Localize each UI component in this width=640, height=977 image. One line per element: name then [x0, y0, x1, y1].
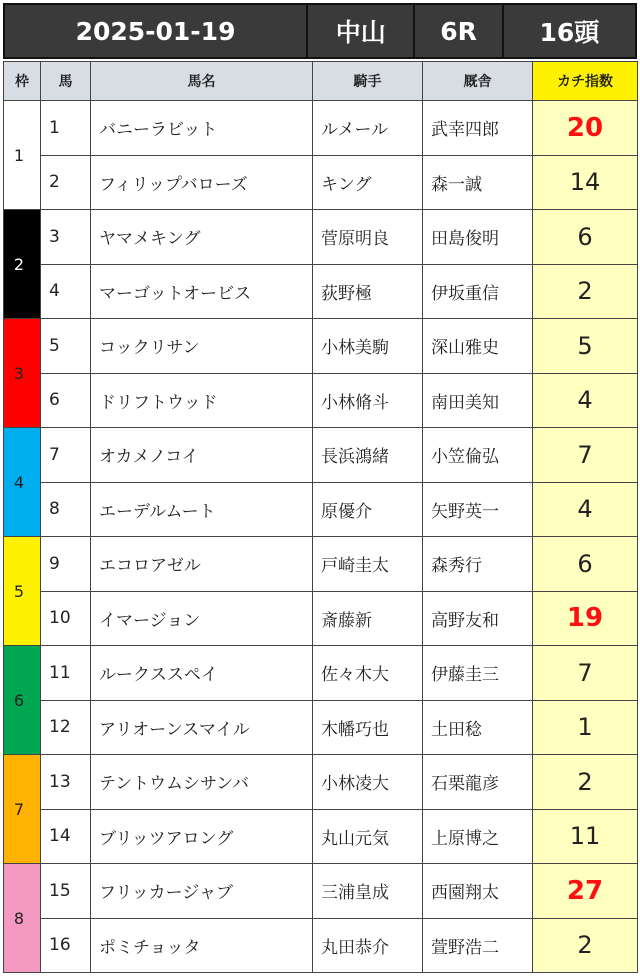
horse-number: 16	[41, 918, 91, 973]
horse-number: 14	[41, 809, 91, 864]
race-date: 2025-01-19	[5, 5, 308, 57]
table-row	[4, 646, 638, 701]
kachi-score: 2	[533, 755, 638, 810]
kachi-score: 7	[533, 428, 638, 483]
trainer-name: 高野友和	[423, 591, 533, 646]
entries-table	[3, 61, 638, 973]
trainer-name: 武幸四郎	[423, 101, 533, 156]
table-row	[4, 373, 638, 428]
horse-number: 10	[41, 591, 91, 646]
race-venue: 中山	[308, 5, 415, 57]
kachi-score: 6	[533, 537, 638, 592]
race-header	[3, 3, 637, 59]
kachi-score: 27	[533, 864, 638, 919]
trainer-name: 小笠倫弘	[423, 428, 533, 483]
horse-name: ブリッツアロング	[91, 809, 313, 864]
kachi-score: 4	[533, 482, 638, 537]
jockey-name: 荻野極	[313, 264, 423, 319]
kachi-score: 6	[533, 210, 638, 265]
jockey-name: キング	[313, 155, 423, 210]
kachi-score: 1	[533, 700, 638, 755]
horse-number: 13	[41, 755, 91, 810]
kachi-score: 2	[533, 264, 638, 319]
frame-number: 7	[4, 755, 41, 864]
table-row	[4, 264, 638, 319]
horse-number: 7	[41, 428, 91, 483]
horse-name: ヤマメキング	[91, 210, 313, 265]
kachi-score: 11	[533, 809, 638, 864]
frame-number: 3	[4, 319, 41, 428]
table-row	[4, 428, 638, 483]
trainer-name: 森一誠	[423, 155, 533, 210]
jockey-name: 斎藤新	[313, 591, 423, 646]
table-row	[4, 864, 638, 919]
horse-number: 15	[41, 864, 91, 919]
race-card	[3, 3, 637, 973]
jockey-name: ルメール	[313, 101, 423, 156]
table-row	[4, 809, 638, 864]
horse-name: バニーラビット	[91, 101, 313, 156]
frame-number: 1	[4, 101, 41, 210]
table-row	[4, 700, 638, 755]
table-row	[4, 155, 638, 210]
col-header-num: 馬	[41, 62, 91, 101]
horse-name: ルークススペイ	[91, 646, 313, 701]
kachi-score: 19	[533, 591, 638, 646]
col-header-trainer: 厩舎	[423, 62, 533, 101]
horse-name: フリッカージャブ	[91, 864, 313, 919]
horse-name: アリオーンスマイル	[91, 700, 313, 755]
trainer-name: 伊藤圭三	[423, 646, 533, 701]
jockey-name: 長浜鴻緒	[313, 428, 423, 483]
trainer-name: 石栗龍彦	[423, 755, 533, 810]
horse-number: 1	[41, 101, 91, 156]
jockey-name: 丸山元気	[313, 809, 423, 864]
horse-name: マーゴットオービス	[91, 264, 313, 319]
col-header-waku: 枠	[4, 62, 41, 101]
horse-number: 6	[41, 373, 91, 428]
horse-number: 9	[41, 537, 91, 592]
trainer-name: 西園翔太	[423, 864, 533, 919]
kachi-score: 2	[533, 918, 638, 973]
table-row	[4, 482, 638, 537]
table-row	[4, 210, 638, 265]
horse-name: エコロアゼル	[91, 537, 313, 592]
race-number: 6R	[415, 5, 503, 57]
column-header-row	[4, 62, 638, 101]
col-header-score: カチ指数	[533, 62, 638, 101]
trainer-name: 萱野浩二	[423, 918, 533, 973]
jockey-name: 小林脩斗	[313, 373, 423, 428]
horse-name: コックリサン	[91, 319, 313, 374]
kachi-score: 20	[533, 101, 638, 156]
horse-name: ポミチョッタ	[91, 918, 313, 973]
trainer-name: 田島俊明	[423, 210, 533, 265]
jockey-name: 小林凌大	[313, 755, 423, 810]
trainer-name: 土田稔	[423, 700, 533, 755]
horse-number: 2	[41, 155, 91, 210]
trainer-name: 上原博之	[423, 809, 533, 864]
jockey-name: 三浦皇成	[313, 864, 423, 919]
jockey-name: 原優介	[313, 482, 423, 537]
trainer-name: 矢野英一	[423, 482, 533, 537]
table-row	[4, 591, 638, 646]
col-header-name: 馬名	[91, 62, 313, 101]
horse-name: イマージョン	[91, 591, 313, 646]
horse-number: 4	[41, 264, 91, 319]
table-row	[4, 918, 638, 973]
horse-number: 8	[41, 482, 91, 537]
frame-number: 8	[4, 864, 41, 973]
jockey-name: 丸田恭介	[313, 918, 423, 973]
kachi-score: 4	[533, 373, 638, 428]
trainer-name: 深山雅史	[423, 319, 533, 374]
kachi-score: 14	[533, 155, 638, 210]
horse-name: ドリフトウッド	[91, 373, 313, 428]
horse-name: フィリップバローズ	[91, 155, 313, 210]
horse-name: テントウムシサンバ	[91, 755, 313, 810]
horse-number: 5	[41, 319, 91, 374]
frame-number: 6	[4, 646, 41, 755]
table-row	[4, 319, 638, 374]
frame-number: 4	[4, 428, 41, 537]
frame-number: 5	[4, 537, 41, 646]
horse-name: オカメノコイ	[91, 428, 313, 483]
table-row	[4, 755, 638, 810]
trainer-name: 南田美知	[423, 373, 533, 428]
trainer-name: 森秀行	[423, 537, 533, 592]
col-header-jockey: 騎手	[313, 62, 423, 101]
jockey-name: 木幡巧也	[313, 700, 423, 755]
jockey-name: 戸崎圭太	[313, 537, 423, 592]
runner-count: 16頭	[539, 18, 600, 47]
jockey-name: 小林美駒	[313, 319, 423, 374]
table-row	[4, 537, 638, 592]
horse-number: 11	[41, 646, 91, 701]
frame-number: 2	[4, 210, 41, 319]
trainer-name: 伊坂重信	[423, 264, 533, 319]
horse-number: 12	[41, 700, 91, 755]
kachi-score: 7	[533, 646, 638, 701]
jockey-name: 佐々木大	[313, 646, 423, 701]
jockey-name: 菅原明良	[313, 210, 423, 265]
horse-name: エーデルムート	[91, 482, 313, 537]
table-row	[4, 101, 638, 156]
horse-number: 3	[41, 210, 91, 265]
kachi-score: 5	[533, 319, 638, 374]
entries-body	[4, 101, 638, 973]
